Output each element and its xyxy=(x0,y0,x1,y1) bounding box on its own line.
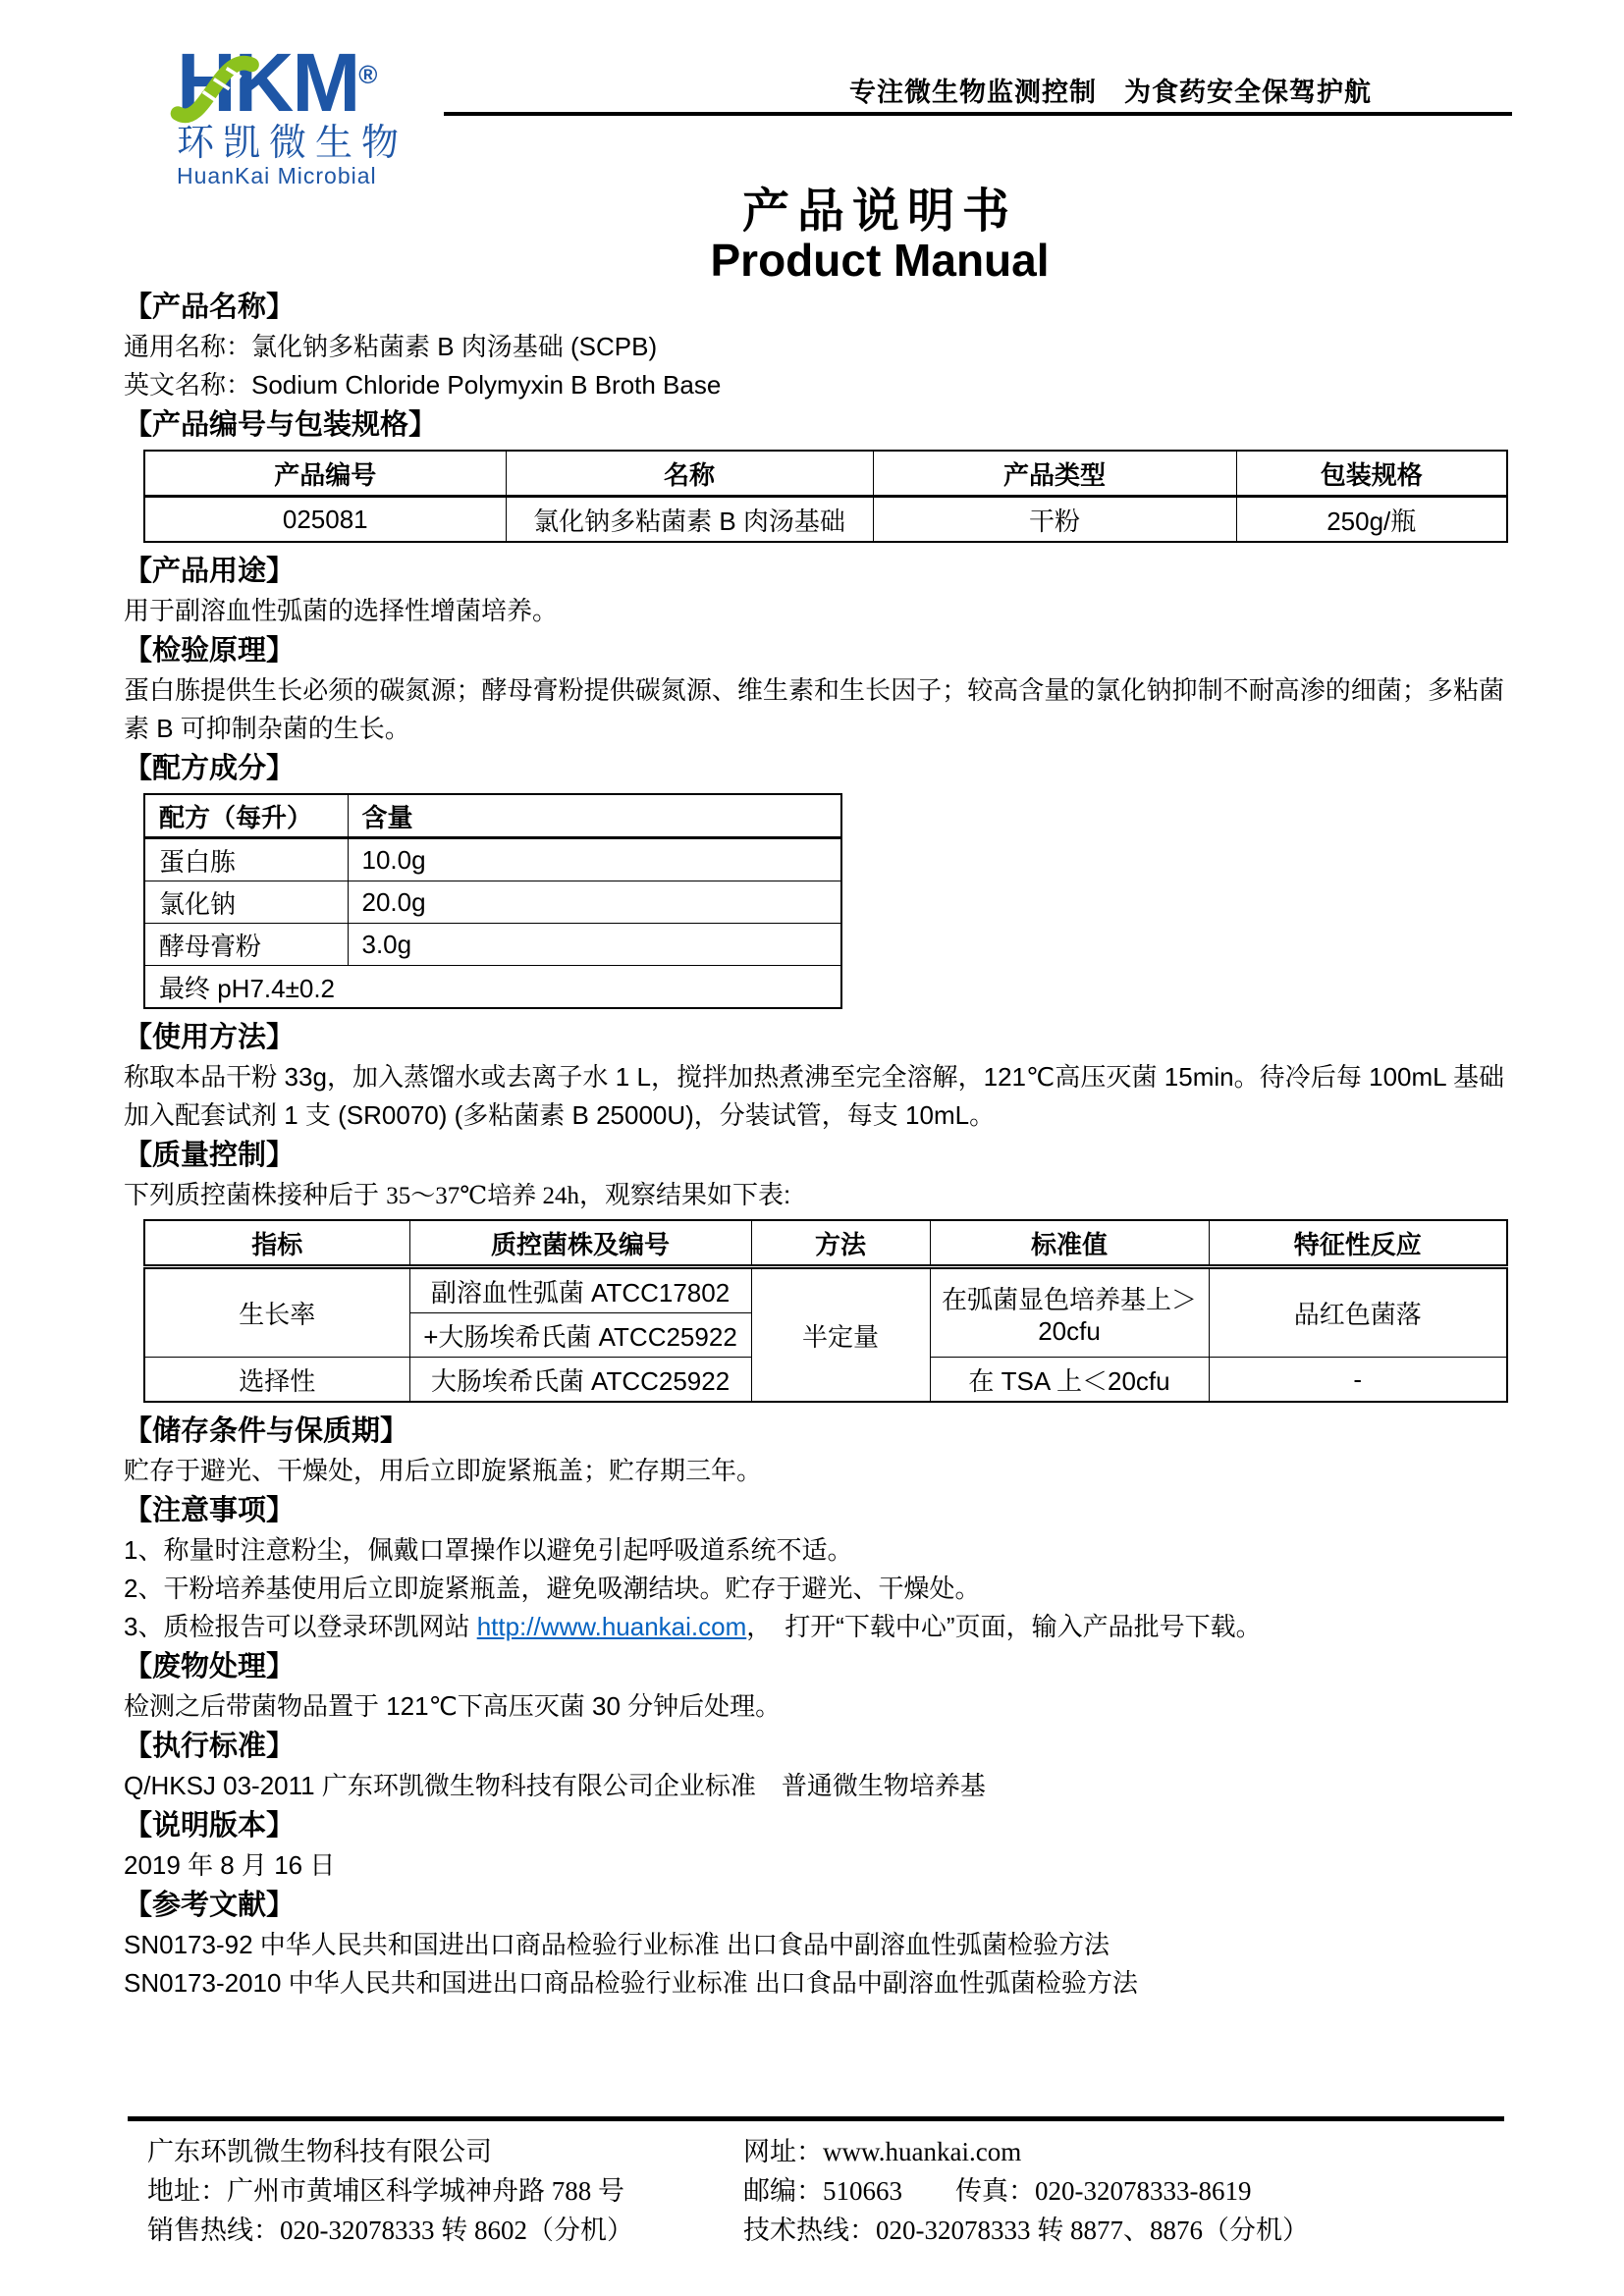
catalog-table xyxy=(143,450,1508,543)
formula-col-amount: 含量 xyxy=(348,794,841,838)
hkm-logo xyxy=(177,36,511,188)
section-heading-notes: 【注意事项】 xyxy=(124,1495,296,1526)
qc-indicator-growth: 生长率 xyxy=(144,1267,409,1358)
dna-ribbon-icon xyxy=(161,41,308,132)
qc-col-strain: 质控菌株及编号 xyxy=(409,1220,751,1267)
standard-text: Q/HKSJ 03-2011 广东环凯微生物科技有限公司企业标准 普通微生物培养基 xyxy=(124,1771,986,1800)
header-divider xyxy=(444,112,1512,116)
section-heading-usage: 【产品用途】 xyxy=(124,556,296,587)
method-text: 称取本品干粉 33g，加入蒸馏水或去离子水 1 L，搅拌加热煮沸至完全溶解，121℃高压灭菌 15min。待冷后每 100mL 基础加入配套试剂 1 支 (SR0070) (多粘菌素 B 25000U)，分装试管，每支 10mL。 xyxy=(124,1062,1504,1130)
hkm-logo-mark xyxy=(177,36,511,129)
section-heading-standard: 【执行标准】 xyxy=(124,1731,296,1762)
formula-row xyxy=(144,881,841,924)
footer-right-column xyxy=(743,2132,1309,2250)
formula-amount: 3.0g xyxy=(348,924,841,966)
formula-table xyxy=(143,793,842,1009)
catalog-product-name: 氯化钠多粘菌素 B 肉汤基础 xyxy=(506,497,873,543)
header-slogan: 专注微生物监测控制 为食药安全保驾护航 xyxy=(849,78,1372,107)
qc-table xyxy=(143,1219,1508,1403)
formula-col-ingredient: 配方（每升） xyxy=(144,794,348,838)
qc-reaction-1: 品红色菌落 xyxy=(1209,1267,1507,1358)
catalog-col-type: 产品类型 xyxy=(873,451,1236,497)
footer-left-column xyxy=(147,2132,633,2250)
notes-item-1: 1、称量时注意粉尘，佩戴口罩操作以避免引起呼吸道系统不适。 xyxy=(124,1535,853,1565)
section-heading-formula: 【配方成分】 xyxy=(124,753,296,784)
section-heading-waste: 【废物处理】 xyxy=(124,1651,296,1682)
document-title-en: Product Manual xyxy=(710,235,1050,286)
qc-standard-2: 在 TSA 上＜20cfu xyxy=(930,1358,1209,1403)
reference-item-2: SN0173-2010 中华人民共和国进出口商品检验行业标准 出口食品中副溶血性弧菌检验方法 xyxy=(124,1968,1138,1998)
qc-col-method: 方法 xyxy=(751,1220,930,1267)
document-title-cn: 产品说明书 xyxy=(741,186,1017,238)
notes-item-3 xyxy=(124,1608,1504,1646)
notes-item3-pre: 3、质检报告可以登录环凯网站 xyxy=(124,1612,477,1641)
usage-text: 用于副溶血性弧菌的选择性增菌培养。 xyxy=(124,596,559,625)
qc-intro xyxy=(124,1176,1504,1215)
formula-row xyxy=(144,838,841,881)
version-text: 2019 年 8 月 16 日 xyxy=(124,1850,336,1880)
qc-strain-2: +大肠埃希氏菌 ATCC25922 xyxy=(409,1313,751,1358)
catalog-col-name: 名称 xyxy=(506,451,873,497)
section-heading-catalog: 【产品编号与包装规格】 xyxy=(124,409,438,441)
footer-company: 广东环凯微生物科技有限公司 xyxy=(147,2137,492,2166)
reference-item-1: SN0173-92 中华人民共和国进出口商品检验行业标准 出口食品中副溶血性弧菌检验方法 xyxy=(124,1930,1110,1959)
formula-row xyxy=(144,924,841,966)
principle-text: 蛋白胨提供生长必须的碳氮源；酵母膏粉提供碳氮源、维生素和生长因子；较高含量的氯化钠抑制不耐高渗的细菌；多粘菌素 B 可抑制杂菌的生长。 xyxy=(124,675,1504,743)
catalog-col-product-no: 产品编号 xyxy=(144,451,506,497)
formula-ingredient: 蛋白胨 xyxy=(144,838,348,881)
qc-strain-1: 副溶血性弧菌 ATCC17802 xyxy=(409,1267,751,1313)
section-heading-references: 【参考文献】 xyxy=(124,1890,296,1921)
formula-ingredient: 氯化钠 xyxy=(144,881,348,924)
storage-text: 贮存于避光、干燥处，用后立即旋紧瓶盖；贮存期三年。 xyxy=(124,1456,763,1485)
company-name-cn: 环凯微生物 xyxy=(177,123,408,164)
formula-final-ph: 最终 pH7.4±0.2 xyxy=(144,966,841,1009)
qc-intro-pre: 下列质控菌株接种后于 xyxy=(124,1180,387,1209)
qc-strain-3: 大肠埃希氏菌 ATCC25922 xyxy=(409,1358,751,1403)
catalog-product-no: 025081 xyxy=(144,497,506,543)
qc-row-growth-1 xyxy=(144,1267,1507,1313)
section-heading-principle: 【检验原理】 xyxy=(124,635,296,667)
section-heading-storage: 【储存条件与保质期】 xyxy=(124,1415,409,1447)
catalog-product-type: 干粉 xyxy=(873,497,1236,543)
registered-trademark-icon: ® xyxy=(358,60,378,89)
formula-header-row xyxy=(144,794,841,838)
footer-sales-hotline: 销售热线：020-32078333 转 8602（分机） xyxy=(147,2216,633,2245)
catalog-data-row xyxy=(144,497,1507,543)
formula-amount: 20.0g xyxy=(348,881,841,924)
qc-method-value: 半定量 xyxy=(751,1267,930,1403)
hkm-logo-text: HKM xyxy=(177,36,359,129)
section-heading-product-name: 【产品名称】 xyxy=(124,292,296,323)
company-name-en: HuanKai Microbial xyxy=(177,163,377,188)
footer-postal-fax: 邮编：510663 传真：020-32078333-8619 xyxy=(743,2176,1252,2206)
generic-name-line: 通用名称：氯化钠多粘菌素 B 肉汤基础 (SCPB) xyxy=(124,332,658,361)
qc-col-standard: 标准值 xyxy=(930,1220,1209,1267)
english-name-line: 英文名称：Sodium Chloride Polymyxin B Broth Base xyxy=(124,370,722,400)
catalog-header-row xyxy=(144,451,1507,497)
qc-col-reaction: 特征性反应 xyxy=(1209,1220,1507,1267)
document-body xyxy=(124,287,1504,2002)
qc-intro-conditions: 35～37℃培养 24h xyxy=(386,1183,579,1209)
formula-ingredient: 酵母膏粉 xyxy=(144,924,348,966)
footer-address: 地址：广州市黄埔区科学城神舟路 788 号 xyxy=(147,2176,624,2206)
section-heading-qc: 【质量控制】 xyxy=(124,1140,296,1171)
qc-reaction-2: - xyxy=(1209,1358,1507,1403)
qc-col-indicator: 指标 xyxy=(144,1220,409,1267)
formula-ph-row xyxy=(144,966,841,1009)
qc-header-row xyxy=(144,1220,1507,1267)
notes-item3-post: ， 打开“下载中心”页面，输入产品批号下载。 xyxy=(746,1612,1262,1641)
qc-intro-post: ，观察结果如下表: xyxy=(578,1180,791,1209)
section-heading-version: 【说明版本】 xyxy=(124,1810,296,1842)
section-heading-method: 【使用方法】 xyxy=(124,1022,296,1053)
footer-divider xyxy=(128,2116,1504,2121)
qc-standard-1: 在弧菌显色培养基上＞20cfu xyxy=(930,1267,1209,1358)
footer-website: 网址：www.huankai.com xyxy=(743,2137,1022,2166)
formula-amount: 10.0g xyxy=(348,838,841,881)
qc-indicator-selectivity: 选择性 xyxy=(144,1358,409,1403)
footer-tech-hotline: 技术热线：020-32078333 转 8877、8876（分机） xyxy=(743,2216,1309,2245)
notes-item-2: 2、干粉培养基使用后立即旋紧瓶盖，避免吸潮结块。贮存于避光、干燥处。 xyxy=(124,1574,981,1603)
huankai-website-link[interactable]: http://www.huankai.com xyxy=(476,1612,747,1641)
waste-text: 检测之后带菌物品置于 121℃下高压灭菌 30 分钟后处理。 xyxy=(124,1691,782,1721)
catalog-pack-spec: 250g/瓶 xyxy=(1236,497,1507,543)
catalog-col-pack: 包装规格 xyxy=(1236,451,1507,497)
